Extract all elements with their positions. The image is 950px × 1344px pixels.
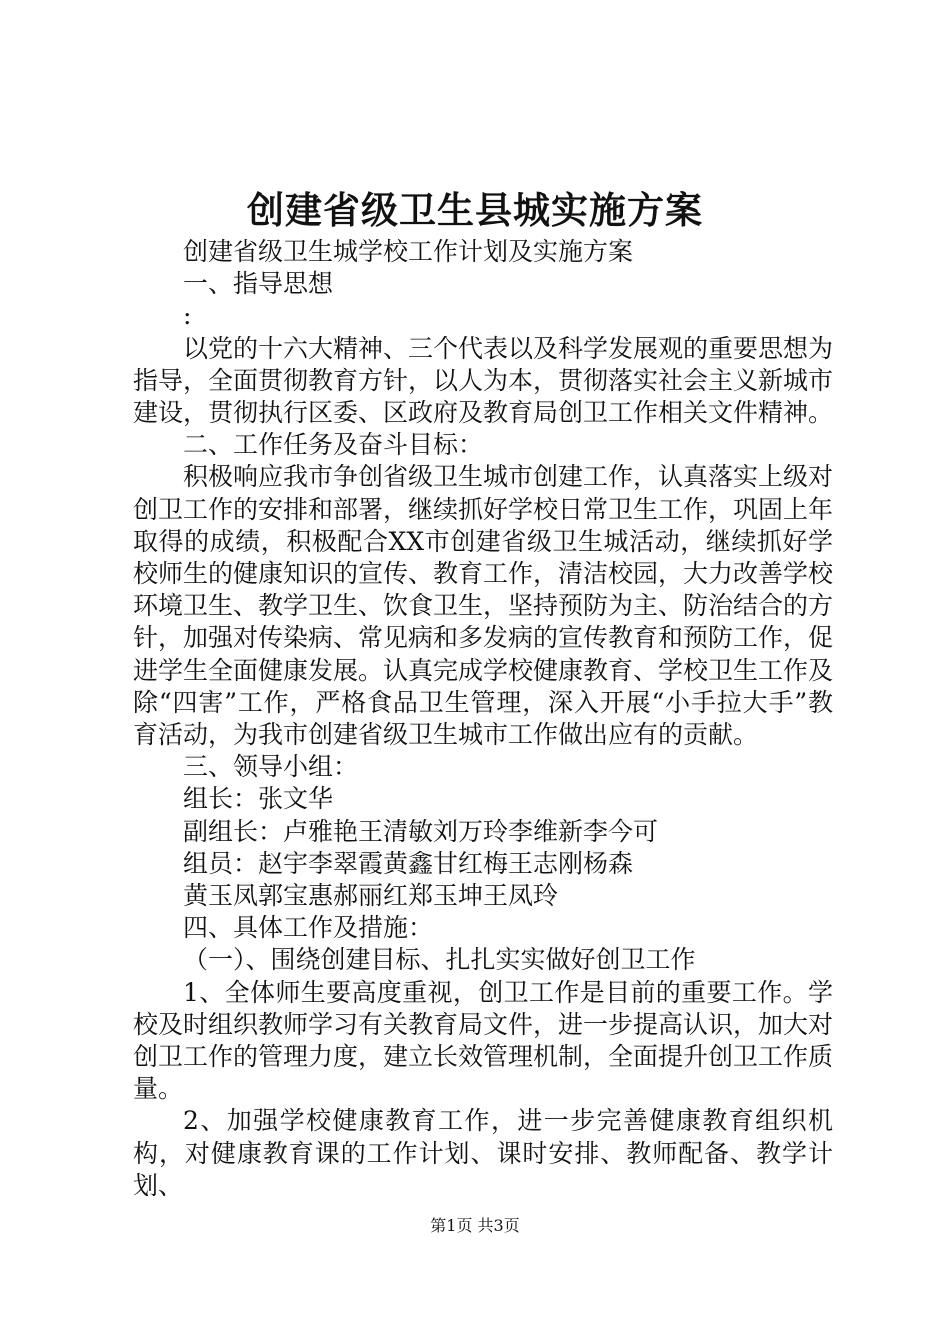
section-heading-4: 四、具体工作及措施：: [183, 913, 434, 943]
measure-paragraph-1: 1、全体师生要高度重视，创卫工作是目前的重要工作。学校及时组织教师学习有关教育局文件，进一步提高认识，加大对创卫工作的管理力度，建立长效管理机制，全面提升创卫工作质量。: [133, 977, 834, 1104]
guiding-thought-paragraph: 以党的十六大精神、三个代表以及科学发展观的重要思想为指导，全面贯彻教育方针，以人为本，贯彻落实社会主义新城市建设，贯彻执行区委、区政府及教育局创卫工作相关文件精神。: [133, 333, 834, 428]
subsection-heading-1: （一）、围绕创建目标、扎扎实实做好创卫工作: [183, 945, 696, 975]
document-body: [133, 236, 833, 1202]
members-line: 组员：赵宇李翠霞黄鑫甘红梅王志刚杨森: [183, 848, 634, 878]
colon-line: :: [183, 301, 192, 331]
section-heading-3: 三、领导小组：: [183, 752, 359, 782]
section-heading-1: 一、指导思想: [183, 269, 334, 299]
document-title: 创建省级卫生县城实施方案: [247, 188, 703, 232]
members-line-continued: 黄玉凤郭宝惠郝丽红郑玉坤王凤玲: [183, 881, 559, 911]
subtitle-paragraph: 创建省级卫生城学校工作计划及实施方案: [183, 237, 634, 266]
tasks-goals-paragraph: 积极响应我市争创省级卫生城市创建工作，认真落实上级对创卫工作的安排和部署，继续抓好学校日常卫生工作，巩固上年取得的成绩，积极配合XX市创建省级卫生城活动，继续抓好学校师生的健康知识的宣传、教育工作，清洁校园，大力改善学校环境卫生、教学卫生、饮食卫生，坚持预防为主、防治结合的方针，加强对传染病、常见病和多发病的宣传教育和预防工作，促进学生全面健康发展。认真完成学校健康教育、学校卫生工作及除“四害”工作，严格食品卫生管理，深入开展“小手拉大手”教育活动，为我市创建省级卫生城市工作做出应有的贡献。: [133, 462, 834, 750]
group-leader-line: 组长：张文华: [183, 784, 334, 814]
section-heading-2: 二、工作任务及奋斗目标：: [183, 430, 484, 460]
deputy-leaders-line: 副组长：卢雅艳王清敏刘万玲李维新李今可: [183, 816, 659, 846]
page-footer: 第1页 共3页: [430, 1216, 520, 1235]
measure-paragraph-2: 2、加强学校健康教育工作，进一步完善健康教育组织机构，对健康教育课的工作计划、课时安排、教师配备、教学计划、: [133, 1106, 833, 1200]
